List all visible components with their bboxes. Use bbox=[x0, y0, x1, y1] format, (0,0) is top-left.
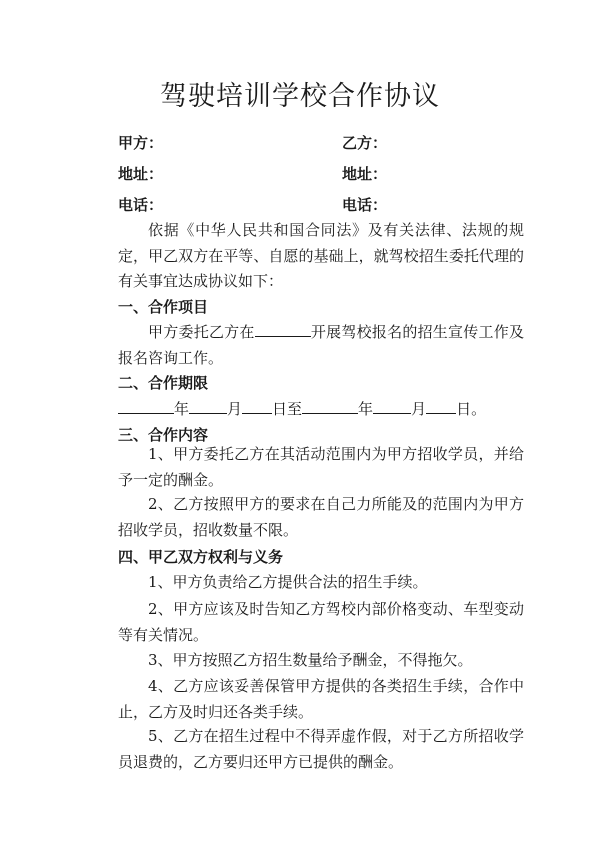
term-line bbox=[118, 398, 486, 419]
section-1-text-before: 甲方委托乙方在 bbox=[148, 323, 255, 341]
section-4-item-1: 1、甲方负责给乙方提供合法的招生手续。 bbox=[148, 573, 428, 591]
end-year-label: 年 bbox=[358, 400, 374, 418]
intro-paragraph: 依据《中华人民共和国合同法》及有关法律、法规的规定，甲乙双方在平等、自愿的基础上，就驾校招生委托代理的有关事宜达成协议如下： bbox=[118, 221, 524, 290]
party-a-address-label: 地址： bbox=[118, 165, 164, 183]
start-month-label: 月 bbox=[227, 400, 243, 418]
section-1-heading: 一、合作项目 bbox=[118, 298, 209, 316]
section-1-text-after: 开展驾校报名的招生宣传工作及报名咨询工作。 bbox=[118, 323, 524, 367]
start-day-to-label: 日至 bbox=[272, 400, 303, 418]
end-year-blank bbox=[302, 399, 358, 414]
location-blank bbox=[255, 322, 311, 337]
section-4-item-4: 4、乙方应该妥善保管甲方提供的各类招生手续，合作中止，乙方及时归还各类手续。 bbox=[118, 677, 524, 721]
section-1-paragraph bbox=[118, 320, 524, 371]
section-4-heading: 四、甲乙双方权利与义务 bbox=[118, 548, 284, 566]
party-b-label: 乙方： bbox=[342, 134, 388, 152]
start-month-blank bbox=[189, 399, 227, 414]
end-month-blank bbox=[373, 399, 411, 414]
start-year-label: 年 bbox=[174, 400, 190, 418]
end-day-label: 日。 bbox=[456, 400, 487, 418]
party-a-phone-label: 电话： bbox=[118, 196, 164, 214]
section-3-heading: 三、合作内容 bbox=[118, 426, 209, 444]
start-year-blank bbox=[118, 399, 174, 414]
party-b-phone-label: 电话： bbox=[342, 196, 388, 214]
section-2-heading: 二、合作期限 bbox=[118, 374, 209, 392]
start-day-blank bbox=[242, 399, 272, 414]
end-day-blank bbox=[426, 399, 456, 414]
section-4-item-2: 2、甲方应该及时告知乙方驾校内部价格变动、车型变动等有关情况。 bbox=[118, 600, 524, 644]
party-b-address-label: 地址： bbox=[342, 165, 388, 183]
section-4-item-5: 5、乙方在招生过程中不得弄虚作假，对于乙方所招收学员退费的，乙方要归还甲方已提供的酬金。 bbox=[118, 727, 524, 771]
party-a-label: 甲方： bbox=[118, 134, 164, 152]
section-4-item-3: 3、甲方按照乙方招生数量给予酬金，不得拖欠。 bbox=[148, 651, 473, 669]
document-title: 驾驶培训学校合作协议 bbox=[160, 81, 440, 112]
section-3-item-1: 1、甲方委托乙方在其活动范围内为甲方招收学员，并给予一定的酬金。 bbox=[118, 445, 524, 489]
section-3-item-2: 2、乙方按照甲方的要求在自己力所能及的范围内为甲方招收学员，招收数量不限。 bbox=[118, 495, 524, 539]
end-month-label: 月 bbox=[411, 400, 427, 418]
